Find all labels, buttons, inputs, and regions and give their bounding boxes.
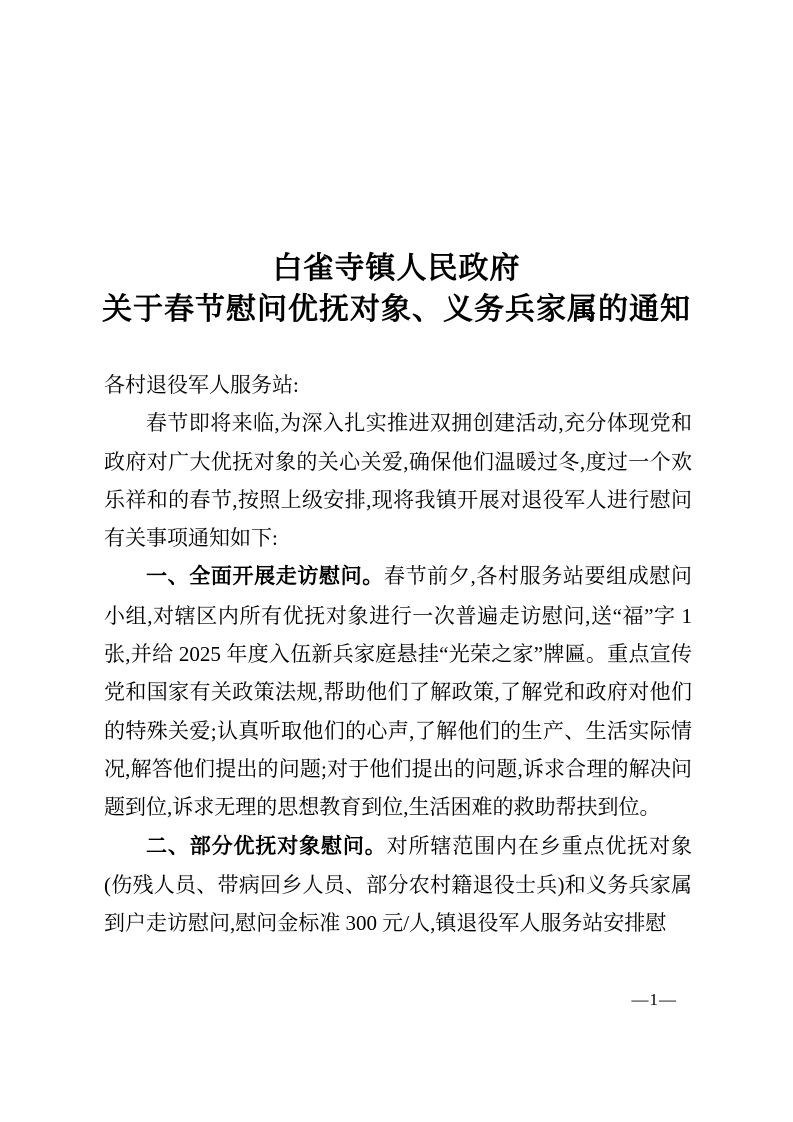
section-1-heading: 一、全面开展走访慰问。 <box>146 565 384 589</box>
paragraph-text: 春节即将来临,为深入扎实推进双拥创建活动,充分体现党和政府对广大优抚对象的关心关爱,确保他们温暖过冬,度过一个欢乐祥和的春节,按照上级安排,现将我镇开展对退役军人进行慰问有关事项通知如下: <box>104 411 692 551</box>
salutation: 各村退役军人服务站: <box>104 373 299 397</box>
document-title-line-2: 关于春节慰问优抚对象、义务兵家属的通知 <box>102 293 691 326</box>
page-number: —1— <box>631 990 677 1009</box>
paragraph-intro <box>104 404 692 557</box>
paragraph-text: 对所辖范围内在乡重点优抚对象(伤残人员、带病回乡人员、部分农村籍退役士兵)和义务兵家属到户走访慰问,慰问金标准 300 元/人,镇退役军人服务站安排慰 <box>104 833 692 936</box>
document-title-line-1: 白雀寺镇人民政府 <box>272 252 521 285</box>
document-title <box>0 248 793 330</box>
paragraph-section-2 <box>104 827 692 943</box>
paragraph-section-1 <box>104 557 692 826</box>
section-2-heading: 二、部分优抚对象慰问。 <box>146 834 387 858</box>
document-body <box>104 366 692 942</box>
paragraph-text: 春节前夕,各村服务站要组成慰问小组,对辖区内所有优抚对象进行一次普遍走访慰问,送“福”字 1 张,并给 2025 年度入伍新兵家庭悬挂“光荣之家”牌匾。重点宣传党和国家有关政策法规,帮助他们了解政策,了解党和政府对他们的特殊关爱;认真听取他们的心声,了解他们的生产、生活实际情况,解答他们提出的问题;对于他们提出的问题,诉求合理的解决问题到位,诉求无理的思想教育到位,生活困难的救助帮扶到位。 <box>104 564 693 820</box>
